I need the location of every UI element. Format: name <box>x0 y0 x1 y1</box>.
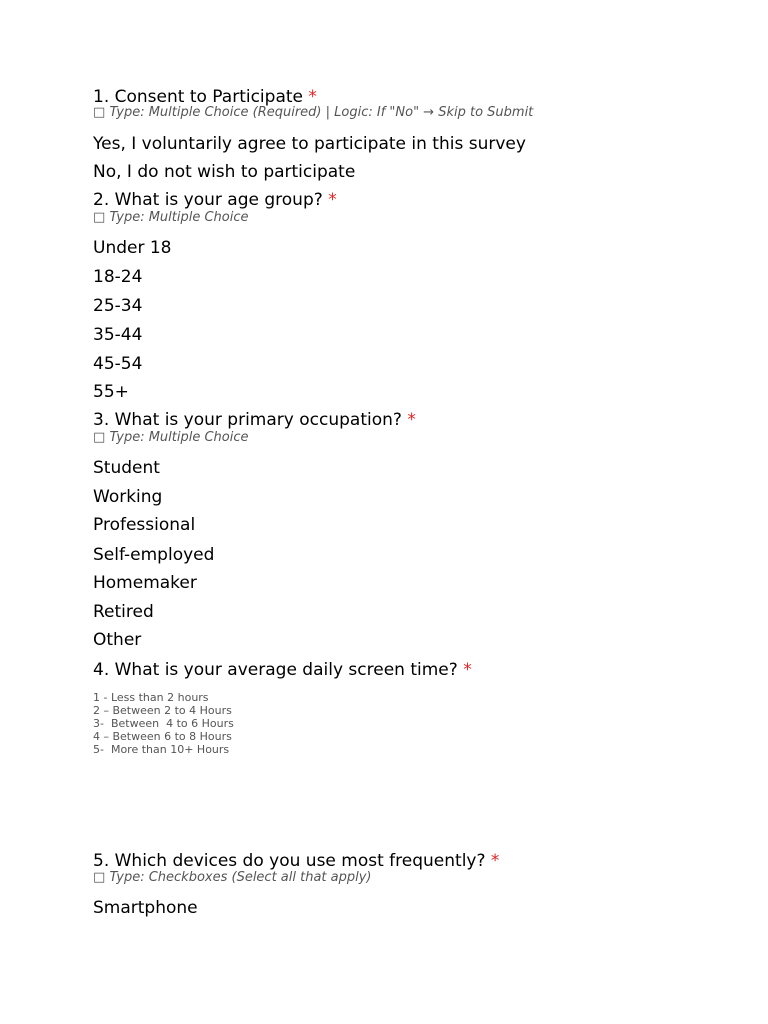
question-1-label: 1. Consent to Participate <box>93 87 303 107</box>
question-3-option[interactable]: Self-employed <box>93 545 215 565</box>
question-5-type <box>93 870 372 885</box>
question-1-title <box>93 87 317 107</box>
question-4-scale-item: 4 – Between 6 to 8 Hours <box>93 730 232 743</box>
question-3-option[interactable]: Professional <box>93 515 196 535</box>
required-asterisk: * <box>328 190 337 210</box>
required-asterisk: * <box>308 87 317 107</box>
question-3-title <box>93 410 416 430</box>
question-1-type <box>93 105 533 120</box>
question-2-option[interactable]: 45-54 <box>93 354 143 374</box>
checkbox-icon: □ <box>93 430 106 445</box>
required-asterisk: * <box>490 851 500 871</box>
question-5-label: 5. Which devices do you use most frequently? <box>93 851 486 871</box>
question-3-type <box>93 430 249 445</box>
question-3-option[interactable]: Other <box>93 630 142 650</box>
question-2-option[interactable]: 25-34 <box>93 296 143 316</box>
question-2-label: 2. What is your age group? <box>93 190 323 210</box>
question-4-scale-item: 3- Between 4 to 6 Hours <box>93 717 234 730</box>
required-asterisk: * <box>407 410 416 430</box>
question-4-scale-item: 5- More than 10+ Hours <box>93 743 230 756</box>
question-5-type-text: Type: Checkboxes (Select all that apply) <box>109 870 372 885</box>
question-3-option[interactable]: Working <box>93 487 163 507</box>
question-3-type-text: Type: Multiple Choice <box>109 430 249 445</box>
question-2-option[interactable]: 55+ <box>93 382 129 402</box>
question-2-title <box>93 190 337 210</box>
question-2-type <box>93 210 249 225</box>
question-5-option-smartphone[interactable]: Smartphone <box>93 898 198 918</box>
question-2-type-text: Type: Multiple Choice <box>109 210 249 225</box>
question-4-label: 4. What is your average daily screen time? <box>93 660 458 680</box>
question-5-title <box>93 851 499 871</box>
question-4-scale-item: 1 - Less than 2 hours <box>93 691 209 704</box>
question-2-option[interactable]: 18-24 <box>93 267 143 287</box>
question-2-option[interactable]: Under 18 <box>93 238 172 258</box>
required-asterisk: * <box>463 660 472 680</box>
question-1-option-yes[interactable]: Yes, I voluntarily agree to participate in this survey <box>93 134 526 154</box>
checkbox-icon: □ <box>93 870 106 885</box>
question-3-label: 3. What is your primary occupation? <box>93 410 402 430</box>
question-2-option[interactable]: 35-44 <box>93 325 143 345</box>
question-4-title <box>93 660 472 680</box>
question-4-scale-item: 2 – Between 2 to 4 Hours <box>93 704 232 717</box>
question-3-option[interactable]: Student <box>93 458 160 478</box>
question-1-type-text: Type: Multiple Choice (Required) | Logic: If "No" → Skip to Submit <box>109 105 534 120</box>
question-3-option[interactable]: Homemaker <box>93 573 197 593</box>
question-1-option-no[interactable]: No, I do not wish to participate <box>93 162 356 182</box>
checkbox-icon: □ <box>93 105 106 120</box>
checkbox-icon: □ <box>93 210 106 225</box>
question-3-option[interactable]: Retired <box>93 602 154 622</box>
